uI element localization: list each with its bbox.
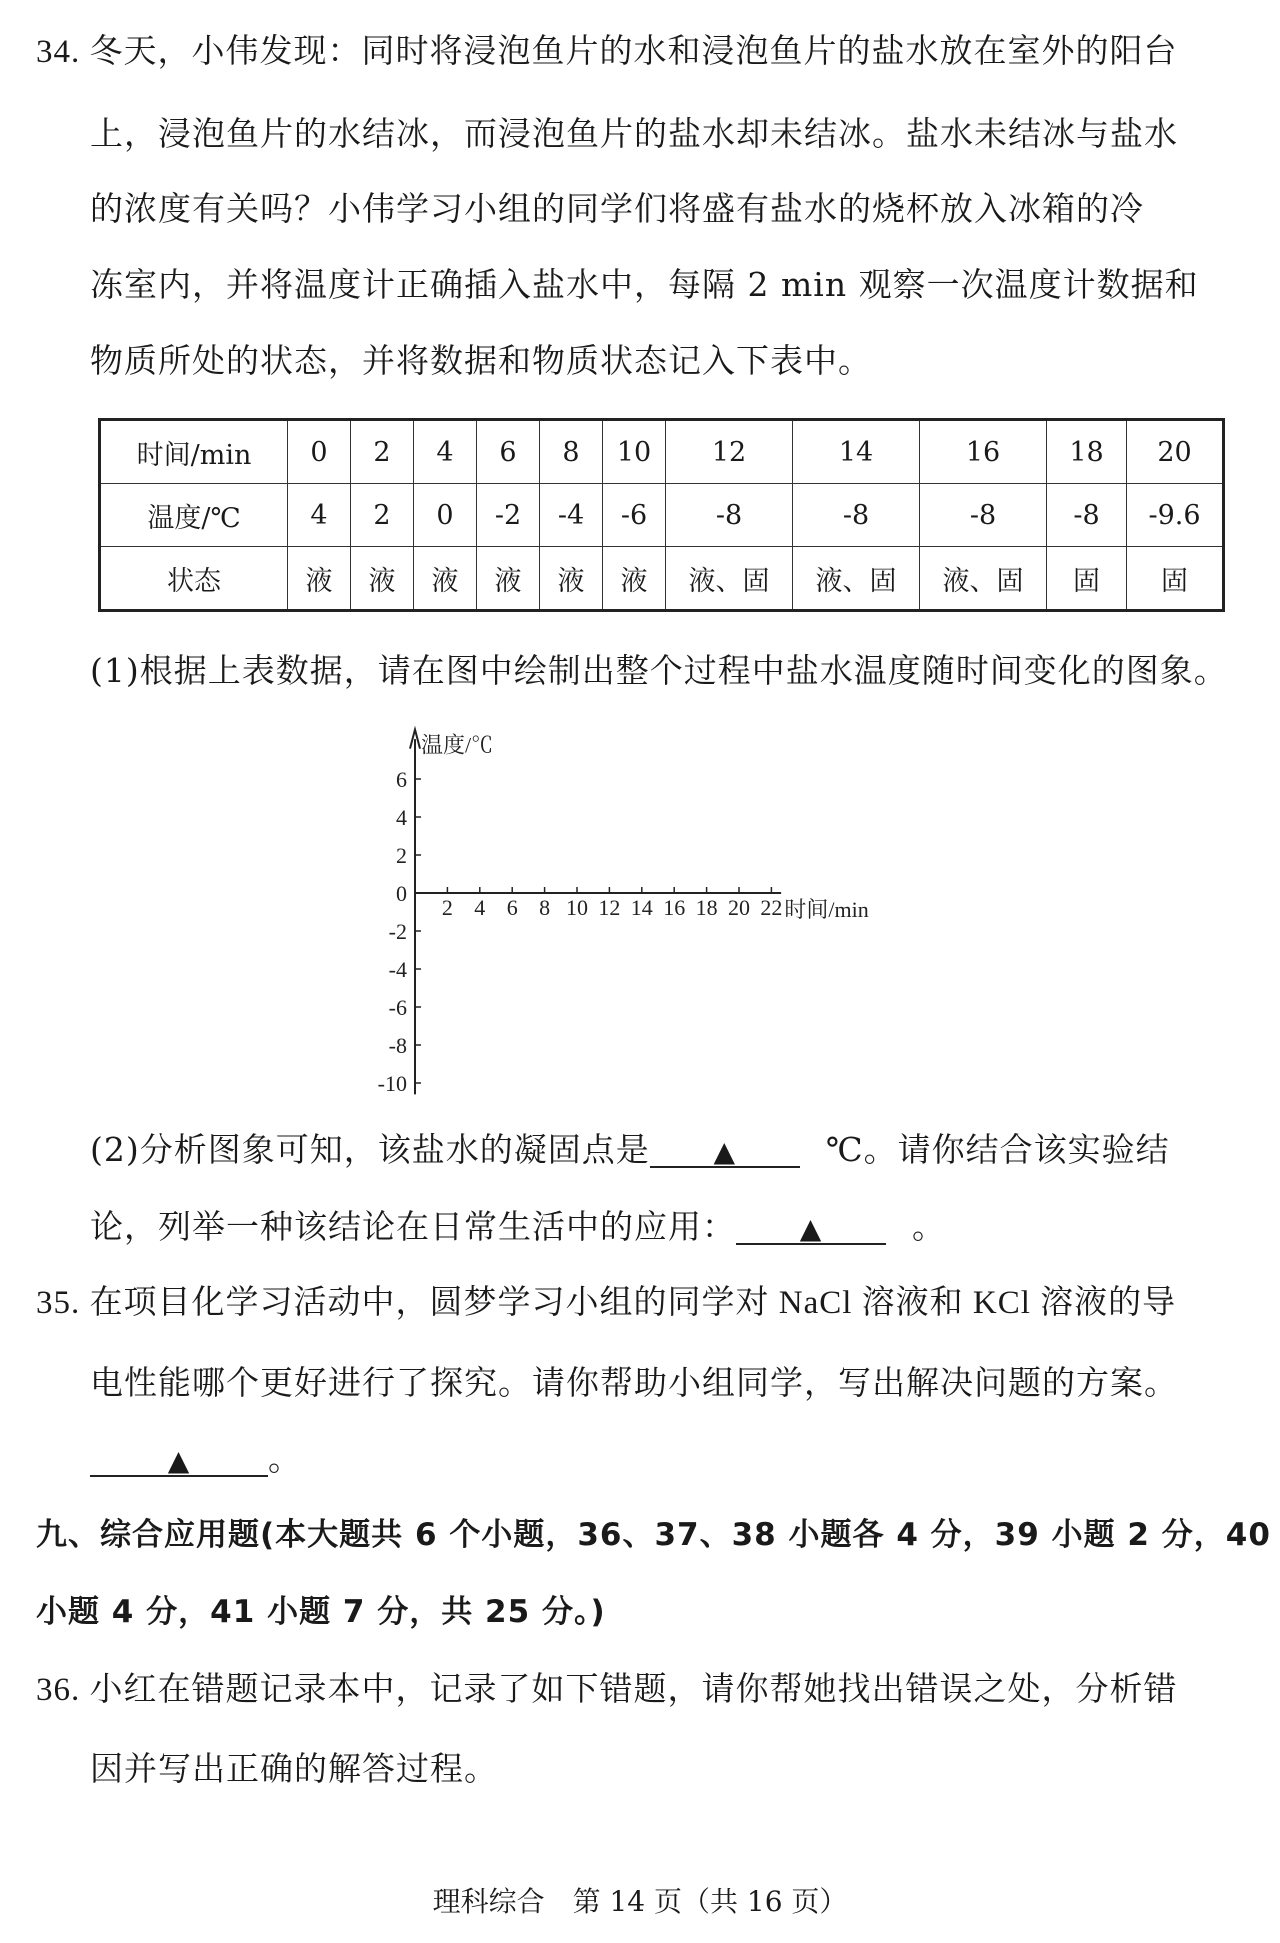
answer-marker: ▲ xyxy=(167,1444,191,1477)
table-row-time xyxy=(100,420,1224,484)
table-cell: 液 xyxy=(477,547,540,611)
table-cell: -4 xyxy=(540,484,603,547)
table-cell: 0 xyxy=(288,420,351,484)
table-cell: 12 xyxy=(666,420,793,484)
page-footer: 理科综合 第 14 页（共 16 页） xyxy=(432,1885,848,1918)
answer-marker: ▲ xyxy=(713,1135,737,1168)
q35-line-1: 35. 在项目化学习活动中，圆梦学习小组的同学对 NaCl 溶液和 KCl 溶液的导 xyxy=(36,1285,1177,1321)
x-tick-label: 2 xyxy=(441,895,453,920)
x-tick-label: 16 xyxy=(663,895,686,920)
y-tick-label: 0 xyxy=(396,881,407,906)
row-label-time: 时间/min xyxy=(100,420,288,484)
x-tick-label: 4 xyxy=(474,895,486,920)
x-tick-group xyxy=(442,887,783,920)
table-row-temp xyxy=(100,484,1224,547)
table-cell: 4 xyxy=(414,420,477,484)
y-tick-label: -6 xyxy=(388,995,407,1020)
section9-line-1: 九、综合应用题(本大题共 6 个小题，36、37、38 小题各 4 分，39 小题 2 分，40 xyxy=(36,1517,1271,1553)
y-tick-label: 6 xyxy=(396,767,407,792)
x-tick-label: 8 xyxy=(539,895,551,920)
x-tick-label: 12 xyxy=(598,895,621,920)
table-cell: -8 xyxy=(666,484,793,547)
table-cell: 10 xyxy=(603,420,666,484)
table-cell: 18 xyxy=(1047,420,1127,484)
x-tick-label: 18 xyxy=(695,895,718,920)
plan-blank[interactable] xyxy=(90,1442,268,1477)
q34-line-3: 的浓度有关吗？小伟学习小组的同学们将盛有盐水的烧杯放入冰箱的冷 xyxy=(90,189,1144,228)
y-tick-label: 2 xyxy=(396,843,407,868)
section9-line-2: 小题 4 分，41 小题 7 分，共 25 分。) xyxy=(36,1594,606,1630)
temperature-time-graph xyxy=(350,718,930,1108)
y-tick-label: -4 xyxy=(388,957,407,982)
y-tick-label: 4 xyxy=(396,805,407,830)
x-tick-label: 14 xyxy=(630,895,653,920)
table-cell: 固 xyxy=(1127,547,1224,611)
table-cell: -8 xyxy=(920,484,1047,547)
freezing-point-blank[interactable] xyxy=(650,1133,800,1168)
part2-text-d: 。 xyxy=(912,1207,946,1246)
answer-marker: ▲ xyxy=(799,1212,823,1245)
table-cell: -6 xyxy=(603,484,666,547)
x-tick-label: 10 xyxy=(566,895,588,920)
table-cell: 液、固 xyxy=(793,547,920,611)
y-axis-label: 温度/℃ xyxy=(421,732,494,758)
q34-part2-line1 xyxy=(90,1130,1170,1169)
table-cell: 液、固 xyxy=(666,547,793,611)
row-label-temp: 温度/℃ xyxy=(100,484,288,547)
x-axis-label: 时间/min xyxy=(784,897,869,922)
y-tick-label: -10 xyxy=(377,1071,407,1096)
q35-end: 。 xyxy=(268,1439,302,1478)
x-tick-label: 6 xyxy=(506,895,518,920)
table-cell: 14 xyxy=(793,420,920,484)
part2-text-b: ℃。请你结合该实验结 xyxy=(825,1130,1170,1169)
table-cell: 2 xyxy=(351,484,414,547)
table-cell: 4 xyxy=(288,484,351,547)
table-cell: 液 xyxy=(540,547,603,611)
q34-line-4: 冻室内，并将温度计正确插入盐水中，每隔 2 min 观察一次温度计数据和 xyxy=(90,265,1199,304)
y-tick-label: -2 xyxy=(388,919,407,944)
table-cell: 20 xyxy=(1127,420,1224,484)
table-cell: 液 xyxy=(351,547,414,611)
table-row-state xyxy=(100,547,1224,611)
table-cell: 液 xyxy=(414,547,477,611)
table-cell: 2 xyxy=(351,420,414,484)
q34-line-2: 上，浸泡鱼片的水结冰，而浸泡鱼片的盐水却未结冰。盐水未结冰与盐水 xyxy=(90,114,1178,153)
q36-line-2: 因并写出正确的解答过程。 xyxy=(90,1749,498,1788)
table-cell: 固 xyxy=(1047,547,1127,611)
table-cell: 液 xyxy=(603,547,666,611)
table-cell: -8 xyxy=(1047,484,1127,547)
table-cell: -8 xyxy=(793,484,920,547)
part2-text-c: 论，列举一种该结论在日常生活中的应用： xyxy=(90,1207,736,1246)
q34-part1: (1)根据上表数据，请在图中绘制出整个过程中盐水温度随时间变化的图象。 xyxy=(90,651,1228,690)
graph-axes xyxy=(410,730,781,1095)
table-cell: -2 xyxy=(477,484,540,547)
table-cell: 液、固 xyxy=(920,547,1047,611)
q35-line-2: 电性能哪个更好进行了探究。请你帮助小组同学，写出解决问题的方案。 xyxy=(90,1363,1178,1402)
table-cell: 0 xyxy=(414,484,477,547)
q34-line-5: 物质所处的状态，并将数据和物质状态记入下表中。 xyxy=(90,341,872,380)
x-tick-label: 20 xyxy=(728,895,750,920)
table-cell: -9.6 xyxy=(1127,484,1224,547)
q35-line-3 xyxy=(90,1439,302,1478)
part2-text-a: (2)分析图象可知，该盐水的凝固点是 xyxy=(90,1130,650,1169)
data-table xyxy=(98,418,1225,612)
table-cell: 6 xyxy=(477,420,540,484)
y-tick-label: -8 xyxy=(388,1033,407,1058)
table-cell: 16 xyxy=(920,420,1047,484)
row-label-state: 状态 xyxy=(100,547,288,611)
table-cell: 液 xyxy=(288,547,351,611)
x-tick-label: 22 xyxy=(760,895,783,920)
table-cell: 8 xyxy=(540,420,603,484)
application-blank[interactable] xyxy=(736,1210,886,1245)
q36-line-1: 36. 小红在错题记录本中，记录了如下错题，请你帮她找出错误之处，分析错 xyxy=(36,1672,1178,1708)
q34-part2-line2 xyxy=(90,1207,946,1246)
q34-line-1: 34. 冬天，小伟发现：同时将浸泡鱼片的水和浸泡鱼片的盐水放在室外的阳台 xyxy=(36,34,1178,70)
